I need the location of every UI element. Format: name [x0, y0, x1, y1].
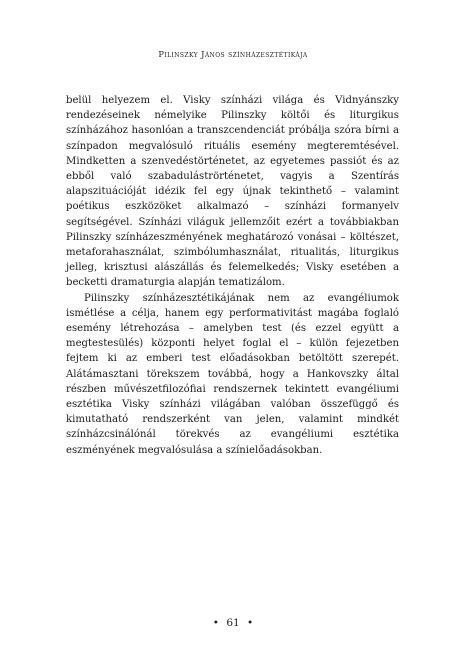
running-head-text: Pilinszky János színházesztétikája: [158, 49, 308, 59]
page-number: 61: [226, 617, 240, 629]
paragraph-1: belül helyezem el. Visky színházi világa és Vidnyánszky rendezéseinek némelyike Pilinszky költői és liturgikus színházához hasonlóan a transzcendenciát próbálja szóra bírni a színpadon megvalósuló rituális esemény megteremtésével. Mindketten a szenvedéstörténetet, az egyetemes passiót és az ebből való szabaduláströrténetet, vagyis a Szentírás alapszituációját idézik fel egy újnak tekinthető – valamint poétikus eszközöket alkalmazó – színházi formanyelv segítségével. Színházi világuk jellemzőit ezért a továbbiakban Pilinszky színházeszményének meghatározó vonásai – költészet, metaforahasználat, szimbólumhasználat, ritualitás, liturgikus jelleg, krisztusi alászállás és felemelkedés; Visky esetében a becketti dramaturgia alapján tematizálom.: [66, 95, 399, 289]
body-text: [66, 93, 399, 458]
folio-ornament-left: •: [212, 617, 219, 629]
paragraph-2: Pilinszky színházesztétikájának nem az evangéliumok ismétlése a célja, hanem egy performativitást magába foglaló esemény létrehozása – amelyben test (és ezzel együtt a megtestesülés) központi helyet foglal el – külön fejezetben fejtem ki az emberi test előadásokban betöltött szerepét. Alátámasztani törekszem továbbá, hogy a Hankovszky által részben művészetfilozófiai rendszernek tekintett evangéliumi esztétika Visky színházi világában valóban összefüggő és kimutatható rendszerként van jelen, valamint mindkét színházcsinálónál törekvés az evangéliumi esztétika eszményének megvalósulása a színielőadásokban.: [66, 292, 399, 456]
page-footer: [0, 617, 466, 629]
folio-ornament-right: •: [247, 617, 254, 629]
running-head: [0, 49, 466, 59]
